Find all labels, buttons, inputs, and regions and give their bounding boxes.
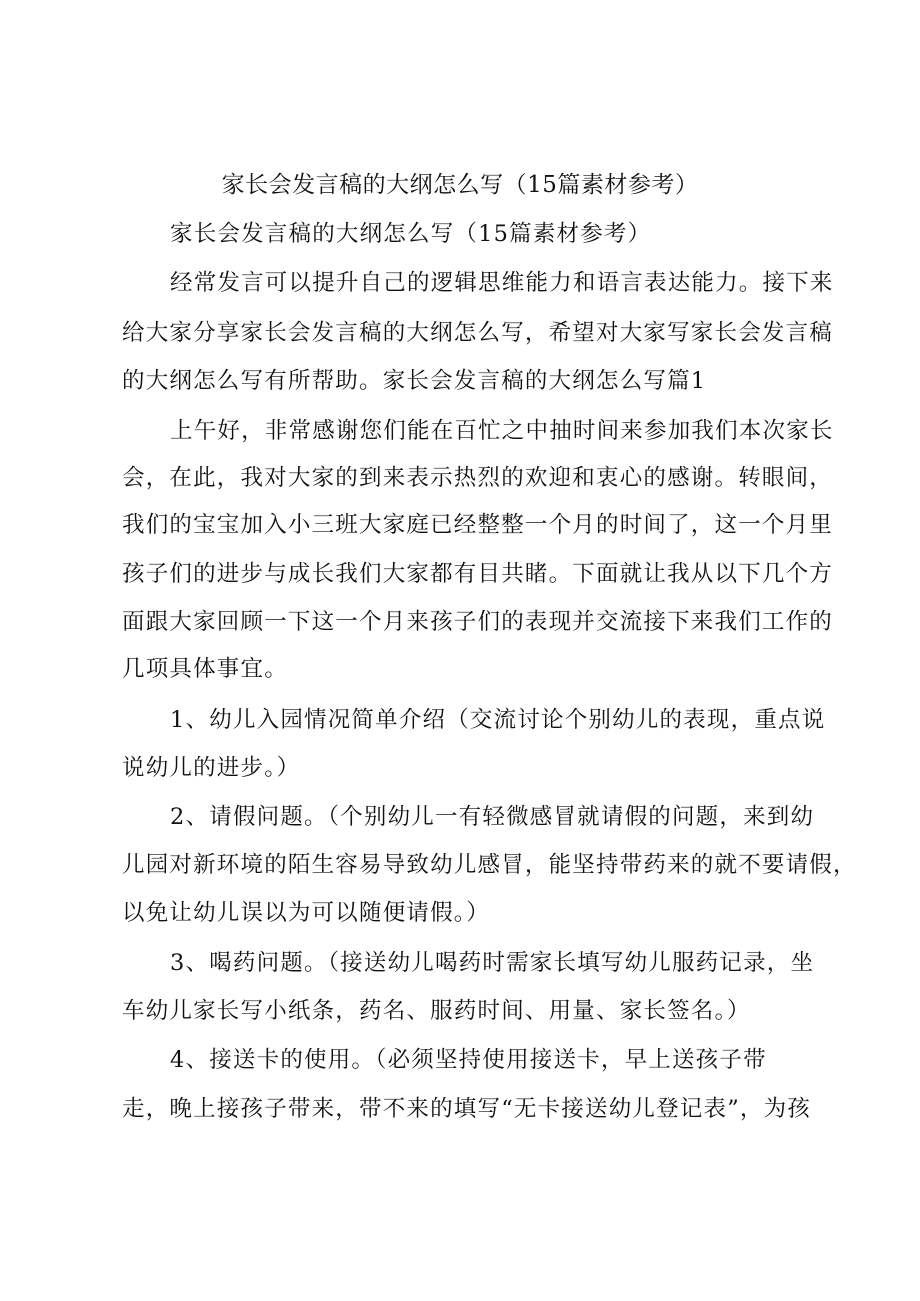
item-2-line-2: 儿园对新环境的陌生容易导致幼儿感冒，能坚持带药来的就不要请假， bbox=[122, 852, 857, 878]
paragraph-1-line-3: 的大纲怎么写有所帮助。家长会发言稿的大纲怎么写篇1 bbox=[122, 368, 707, 394]
item-2-line-1: 2、请假问题。（个别幼儿一有轻微感冒就请假的问题，来到幼 bbox=[170, 804, 815, 830]
paragraph-1-line-1: 经常发言可以提升自己的逻辑思维能力和语言表达能力。接下来 bbox=[170, 270, 834, 296]
item-2-line-3: 以免让幼儿误以为可以随便请假。） bbox=[122, 900, 490, 926]
item-3-line-2: 车幼儿家长写小纸条，药名、服药时间、用量、家长签名。） bbox=[122, 998, 751, 1024]
item-3-line-1: 3、喝药问题。（接送幼儿喝药时需家长填写幼儿服药记录，坐 bbox=[170, 950, 815, 976]
item-1-line-1: 1、幼儿入园情况简单介绍（交流讨论个别幼儿的表现，重点说 bbox=[170, 707, 826, 733]
paragraph-1-line-2: 给大家分享家长会发言稿的大纲怎么写，希望对大家写家长会发言稿 bbox=[122, 320, 834, 346]
item-4-line-1: 4、接送卡的使用。（必须坚持使用接送卡，早上送孩子带 bbox=[170, 1047, 767, 1073]
paragraph-2-line-2: 会，在此，我对大家的到来表示热烈的欢迎和衷心的感谢。转眼间， bbox=[122, 465, 834, 491]
document-subtitle: 家长会发言稿的大纲怎么写（15篇素材参考） bbox=[170, 221, 652, 247]
paragraph-2-line-6: 几项具体事宜。 bbox=[122, 656, 288, 682]
paragraph-2-line-3: 我们的宝宝加入小三班大家庭已经整整一个月的时间了，这一个月里 bbox=[122, 512, 834, 538]
item-4-line-2: 走，晚上接孩子带来，带不来的填写“无卡接送幼儿登记表”，为孩 bbox=[122, 1096, 812, 1122]
paragraph-2-line-5: 面跟大家回顾一下这一个月来孩子们的表现并交流接下来我们工作的 bbox=[122, 609, 834, 635]
paragraph-2-line-4: 孩子们的进步与成长我们大家都有目共睹。下面就让我从以下几个方 bbox=[122, 561, 834, 587]
document-title: 家长会发言稿的大纲怎么写（15篇素材参考） bbox=[221, 172, 699, 198]
paragraph-2-line-1: 上午好，非常感谢您们能在百忙之中抽时间来参加我们本次家长 bbox=[170, 418, 834, 444]
item-1-line-2: 说幼儿的进步。） bbox=[122, 755, 301, 781]
